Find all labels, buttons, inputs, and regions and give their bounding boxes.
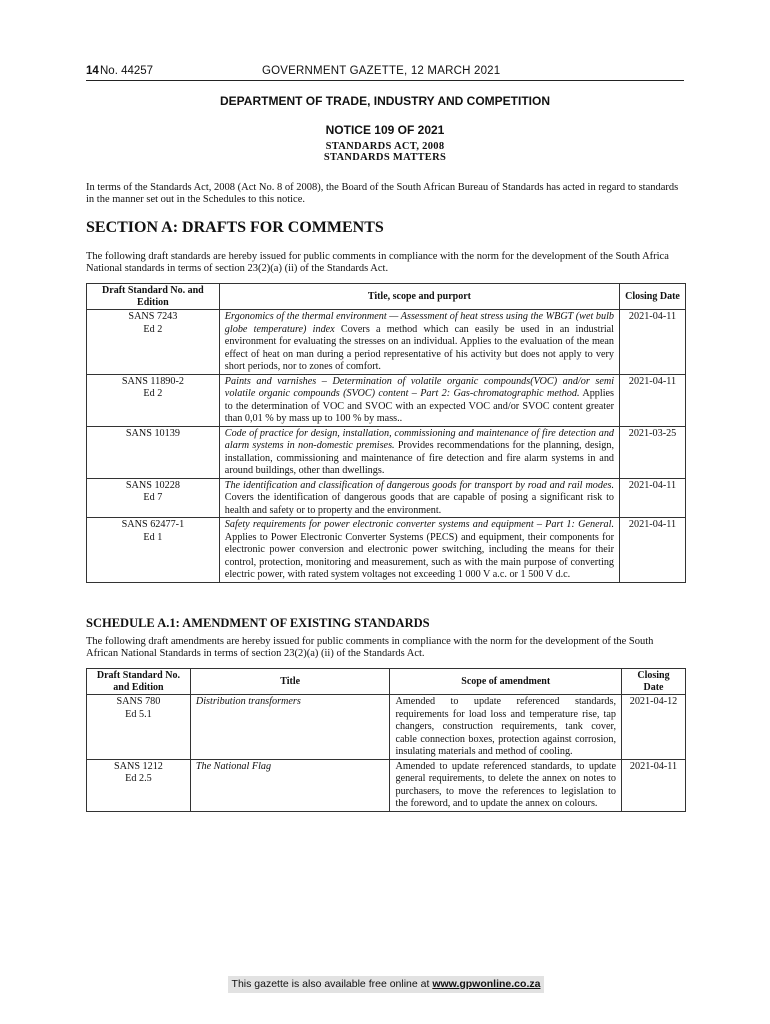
section-a-paragraph: The following draft standards are hereby issued for public comments in compliance with the norm for the development of the South Africa National standards in terms of section 23(2)(a) (ii) of the Standards Act. [86, 251, 669, 274]
standard-number: SANS 1212 [113, 760, 163, 772]
standard-edition: Ed 7 [143, 492, 163, 503]
notice-heading: NOTICE 109 OF 2021 [325, 123, 445, 137]
column-header-date: Closing Date [622, 669, 686, 695]
standard-title: Distribution transformers [190, 695, 390, 760]
closing-date: 2021-04-11 [620, 374, 686, 426]
standard-description: Covers a method which can easily be used in an industrial environment for evaluating the stresses on an individual. Applies to the evaluation of the mean effect of heat on man during a period representative of his activity but does not apply to very short periods, nor to zones of comfort. [224, 323, 615, 372]
table-row [87, 759, 686, 811]
act-heading: STANDARDS ACT, 2008 [325, 141, 445, 152]
standard-title: Ergonomics of the thermal environment — Assessment of heat stress using the WBGT (wet bulb globe temperature) index [224, 311, 615, 335]
standard-edition: Ed 5.1 [125, 708, 152, 720]
standard-title: The National Flag [190, 759, 390, 811]
column-header-scope: Scope of amendment [390, 669, 622, 695]
amendment-scope: Amended to update referenced standards, requirements for load loss and temperature rise, tap changers, construction requirements, tank cover, cable connection boxes, protection against corrosion, insulating materials and method of cooling. [390, 695, 622, 760]
standard-description: Applies to the determination of VOC and SVOC with an expected VOC and/or SVOC content greater than 0,01 % by mass up to 100 % by mass.. [224, 388, 615, 424]
amendments-table [86, 668, 686, 812]
closing-date: 2021-04-11 [620, 310, 686, 375]
header-rule [86, 80, 684, 81]
schedule-a1-title: SCHEDULE A.1: AMENDMENT OF EXISTING STANDARDS [86, 616, 430, 630]
standard-number: SANS 780 [116, 696, 161, 707]
intro-paragraph: In terms of the Standards Act, 2008 (Act No. 8 of 2008), the Board of the South African Bureau of Standards has acted in regard to standards in the manner set out in the Schedules to this notice. [86, 182, 679, 205]
standard-number: SANS 11890-2 [121, 375, 184, 387]
running-header [86, 65, 684, 81]
issue-number: No. 44257 [100, 65, 154, 77]
footer-text: This gazette is also available free online at [231, 978, 433, 990]
table-row [87, 478, 686, 518]
standard-number: SANS 10139 [125, 427, 180, 439]
closing-date: 2021-03-25 [620, 426, 686, 478]
table-row [87, 695, 686, 760]
column-header-standard: Draft Standard No. and Edition [87, 284, 220, 310]
standard-edition: Ed 2 [143, 388, 163, 399]
standard-edition: Ed 2 [143, 323, 163, 335]
column-header-standard: Draft Standard No. and Edition [87, 669, 191, 695]
act-subheading: STANDARDS MATTERS [323, 152, 447, 163]
closing-date: 2021-04-11 [622, 759, 686, 811]
standard-number: SANS 10228 [125, 479, 180, 491]
standard-description: Covers the identification of dangerous goods that are capable of posing a significant risk to health and safety or to property and the environment. [224, 492, 615, 516]
table-header-row [87, 284, 686, 310]
table-header-row [87, 669, 686, 695]
standard-description: Applies to Power Electronic Converter Systems (PECS) and equipment, their components for electronic power conversion and electronic power switching, including the means for their control, protection, monitoring and measurement, such as with the main purpose of converting electric power, with rated system voltages not exceeding 1 000 V a.c. or 1 500 V d.c. [224, 531, 615, 580]
closing-date: 2021-04-12 [622, 695, 686, 760]
standard-title: Safety requirements for power electronic converter systems and equipment – Part 1: General. [224, 519, 615, 530]
department-heading: DEPARTMENT OF TRADE, INDUSTRY AND COMPETITION [220, 94, 550, 108]
column-header-title: Title [190, 669, 390, 695]
closing-date: 2021-04-11 [620, 518, 686, 583]
standard-number: SANS 62477-1 [121, 519, 185, 530]
standard-title: Code of practice for design, installation, commissioning and maintenance of fire detection and alarm systems in non-domestic premises. [224, 427, 615, 451]
amendment-scope: Amended to update referenced standards, to update general requirements, to delete the annex on notes to purchasers, to move the references to legislation to the foreword, and to update the annex on colours. [390, 759, 622, 811]
table-row [87, 518, 686, 583]
footer-banner [228, 976, 544, 993]
table-row [87, 426, 686, 478]
schedule-a1-paragraph: The following draft amendments are hereby issued for public comments in compliance with the norm for the development of the South African National Standards in terms of section 23(2)(a) (ii) of the Standards Act. [86, 636, 654, 659]
website-link[interactable]: www.gpwonline.co.za [432, 978, 541, 990]
table-row [87, 310, 686, 375]
column-header-date: Closing Date [620, 284, 686, 310]
gazette-title: GOVERNMENT GAZETTE, 12 MARCH 2021 [262, 65, 501, 77]
section-a-title: SECTION A: DRAFTS FOR COMMENTS [86, 219, 384, 236]
drafts-table [86, 283, 686, 583]
standard-number: SANS 7243 [128, 311, 178, 322]
page-number: 14 [86, 65, 99, 77]
standard-description: Provides recommendations for the planning, design, installation, commissioning and maintenance of fire detection and fire alarm systems in and around buildings, other than dwellings. [224, 440, 615, 476]
standard-edition: Ed 2.5 [125, 773, 152, 784]
standard-title: Paints and varnishes – Determination of volatile organic compounds(VOC) and/or semi volatile organic compounds (SVOC) content – Part 2: Gas-chromatographic method. [224, 375, 615, 399]
table-row [87, 374, 686, 426]
column-header-title: Title, scope and purport [219, 284, 619, 310]
closing-date: 2021-04-11 [620, 478, 686, 518]
standard-edition: Ed 1 [143, 531, 163, 543]
standard-title: The identification and classification of dangerous goods for transport by road and rail modes. [224, 479, 615, 491]
